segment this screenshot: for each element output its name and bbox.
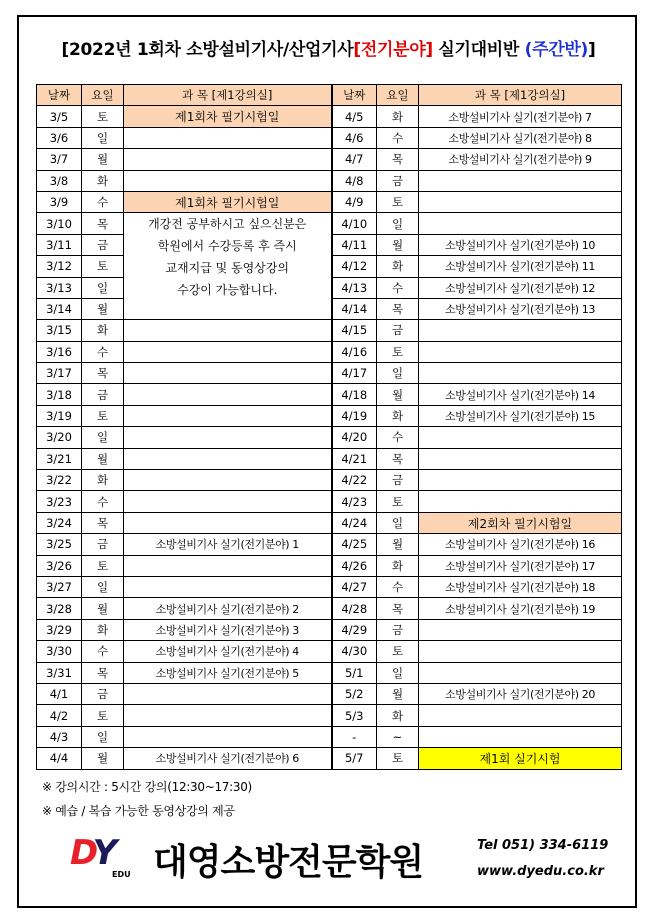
date-cell: 4/28	[332, 598, 377, 619]
date-cell: 4/3	[37, 726, 82, 747]
day-cell: 토	[82, 106, 124, 127]
date-cell: 3/18	[37, 384, 82, 405]
date-cell: 3/20	[37, 427, 82, 448]
date-cell: 3/17	[37, 363, 82, 384]
subject-cell	[124, 170, 332, 191]
header-subject: 과 목 [제1강의실]	[124, 85, 332, 106]
day-cell: 금	[377, 619, 419, 640]
day-cell: 일	[82, 726, 124, 747]
subject-cell: 소방설비기사 실기(전기분야) 11	[419, 256, 622, 277]
date-cell: 3/19	[37, 405, 82, 426]
day-cell: 토	[377, 748, 419, 769]
day-cell: 수	[82, 491, 124, 512]
date-cell: 4/13	[332, 277, 377, 298]
header-day: 요일	[377, 85, 419, 106]
table-row	[37, 470, 622, 491]
table-row	[37, 555, 622, 576]
day-cell: 금	[377, 170, 419, 191]
subject-cell	[419, 491, 622, 512]
date-cell: 3/14	[37, 298, 82, 319]
academy-name: 대영소방전문학원	[153, 842, 424, 883]
day-cell: 목	[377, 149, 419, 170]
day-cell: 월	[377, 534, 419, 555]
date-cell: 4/24	[332, 512, 377, 533]
academy-logo-sub: EDU	[112, 870, 131, 879]
date-cell: 3/10	[37, 213, 82, 234]
subject-cell: 소방설비기사 실기(전기분야) 9	[419, 149, 622, 170]
subject-cell: 소방설비기사 실기(전기분야) 4	[124, 641, 332, 662]
day-cell: 목	[82, 213, 124, 234]
day-cell: 수	[377, 576, 419, 597]
day-cell: 수	[377, 127, 419, 148]
date-cell: 4/27	[332, 576, 377, 597]
date-cell: 3/26	[37, 555, 82, 576]
table-row	[37, 748, 622, 769]
table-row	[37, 320, 622, 341]
day-cell: 수	[82, 641, 124, 662]
date-cell: 3/8	[37, 170, 82, 191]
table-row	[37, 641, 622, 662]
subject-cell: 소방설비기사 실기(전기분야) 20	[419, 683, 622, 704]
table-row	[37, 405, 622, 426]
date-cell: 4/9	[332, 191, 377, 212]
day-cell: 일	[82, 277, 124, 298]
day-cell: 토	[377, 341, 419, 362]
day-cell: 수	[377, 427, 419, 448]
table-row	[37, 491, 622, 512]
table-row	[37, 662, 622, 683]
date-cell: 4/18	[332, 384, 377, 405]
date-cell: 4/17	[332, 363, 377, 384]
day-cell: ~	[377, 726, 419, 747]
subject-cell	[419, 363, 622, 384]
date-cell: 3/31	[37, 662, 82, 683]
table-row	[37, 384, 622, 405]
day-cell: 목	[377, 298, 419, 319]
notice-line: 교재지급 및 동영상강의	[165, 261, 290, 276]
subject-cell: 소방설비기사 실기(전기분야) 5	[124, 662, 332, 683]
subject-cell: 소방설비기사 실기(전기분야) 12	[419, 277, 622, 298]
date-cell: 4/20	[332, 427, 377, 448]
subject-cell: 소방설비기사 실기(전기분야) 16	[419, 534, 622, 555]
subject-cell	[419, 470, 622, 491]
day-cell: 금	[82, 234, 124, 255]
date-cell: 3/22	[37, 470, 82, 491]
subject-cell: 소방설비기사 실기(전기분야) 8	[419, 127, 622, 148]
day-cell: 화	[377, 405, 419, 426]
subject-cell	[419, 662, 622, 683]
notice-cell	[124, 213, 332, 320]
subject-cell: 소방설비기사 실기(전기분야) 10	[419, 234, 622, 255]
subject-cell: 소방설비기사 실기(전기분야) 15	[419, 405, 622, 426]
day-cell: 금	[377, 320, 419, 341]
subject-cell	[419, 320, 622, 341]
subject-cell	[124, 726, 332, 747]
date-cell: 4/14	[332, 298, 377, 319]
day-cell: 일	[82, 576, 124, 597]
day-cell: 금	[82, 534, 124, 555]
table-row	[37, 598, 622, 619]
page-title: [2022년 1회차 소방설비기사/산업기사[전기분야] 실기대비반 (주간반)]	[61, 40, 596, 60]
date-cell: 4/23	[332, 491, 377, 512]
date-cell: 4/16	[332, 341, 377, 362]
day-cell: 월	[82, 149, 124, 170]
date-cell: 4/22	[332, 470, 377, 491]
day-cell: 화	[82, 320, 124, 341]
date-cell: 3/29	[37, 619, 82, 640]
table-row	[37, 448, 622, 469]
table-row	[37, 170, 622, 191]
table-row	[37, 683, 622, 704]
date-cell: 5/2	[332, 683, 377, 704]
subject-cell: 소방설비기사 실기(전기분야) 13	[419, 298, 622, 319]
table-row	[37, 191, 622, 212]
subject-cell	[124, 363, 332, 384]
day-cell: 목	[82, 662, 124, 683]
subject-cell: 소방설비기사 실기(전기분야) 1	[124, 534, 332, 555]
subject-cell: 소방설비기사 실기(전기분야) 7	[419, 106, 622, 127]
day-cell: 월	[377, 234, 419, 255]
table-header-row	[37, 85, 622, 106]
day-cell: 일	[377, 363, 419, 384]
subject-cell	[419, 641, 622, 662]
subject-cell	[124, 705, 332, 726]
notice-line: 수강이 가능합니다.	[177, 283, 278, 298]
date-cell: 3/7	[37, 149, 82, 170]
day-cell: 목	[82, 512, 124, 533]
day-cell: 수	[82, 191, 124, 212]
subject-cell: 제2회차 필기시험일	[419, 512, 622, 533]
day-cell: 수	[377, 277, 419, 298]
date-cell: 3/9	[37, 191, 82, 212]
date-cell: 5/1	[332, 662, 377, 683]
video-lecture-note: ※ 예습 / 복습 가능한 동영상강의 제공	[42, 804, 235, 818]
day-cell: 목	[377, 448, 419, 469]
subject-cell: 소방설비기사 실기(전기분야) 17	[419, 555, 622, 576]
date-cell: 3/12	[37, 256, 82, 277]
day-cell: 토	[82, 705, 124, 726]
date-cell: 4/10	[332, 213, 377, 234]
notice-line: 개강전 공부하시고 싶으신분은	[148, 217, 307, 232]
date-cell: 5/7	[332, 748, 377, 769]
day-cell: 토	[377, 641, 419, 662]
date-cell: 3/27	[37, 576, 82, 597]
table-row	[37, 106, 622, 127]
notice-line: 학원에서 수강등록 후 즉시	[157, 239, 297, 254]
subject-cell	[124, 555, 332, 576]
day-cell: 월	[377, 384, 419, 405]
table-row	[37, 363, 622, 384]
date-cell: 4/19	[332, 405, 377, 426]
date-cell: 4/12	[332, 256, 377, 277]
subject-cell	[124, 384, 332, 405]
date-cell: 4/29	[332, 619, 377, 640]
subject-cell: 소방설비기사 실기(전기분야) 2	[124, 598, 332, 619]
subject-cell	[124, 341, 332, 362]
day-cell: 월	[82, 748, 124, 769]
date-cell: 4/1	[37, 683, 82, 704]
day-cell: 화	[82, 470, 124, 491]
date-cell: 3/11	[37, 234, 82, 255]
subject-cell	[124, 491, 332, 512]
date-cell: 4/8	[332, 170, 377, 191]
date-cell: 3/23	[37, 491, 82, 512]
subject-cell: 제1회차 필기시험일	[124, 106, 332, 127]
date-cell: 3/15	[37, 320, 82, 341]
table-row	[37, 726, 622, 747]
academy-website: www.dyedu.co.kr	[477, 864, 604, 879]
subject-cell: 제1회차 필기시험일	[124, 191, 332, 212]
schedule-table	[36, 84, 622, 770]
date-cell: 5/3	[332, 705, 377, 726]
subject-cell	[124, 448, 332, 469]
day-cell: 화	[377, 705, 419, 726]
subject-cell	[124, 512, 332, 533]
date-cell: 4/6	[332, 127, 377, 148]
day-cell: 월	[82, 598, 124, 619]
day-cell: 금	[82, 384, 124, 405]
day-cell: 화	[377, 555, 419, 576]
day-cell: 수	[82, 341, 124, 362]
subject-cell: 소방설비기사 실기(전기분야) 3	[124, 619, 332, 640]
date-cell: 4/21	[332, 448, 377, 469]
header-date: 날짜	[37, 85, 82, 106]
subject-cell: 소방설비기사 실기(전기분야) 6	[124, 748, 332, 769]
table-row	[37, 427, 622, 448]
subject-cell	[419, 705, 622, 726]
header-subject: 과 목 [제1강의실]	[419, 85, 622, 106]
subject-cell	[419, 170, 622, 191]
table-row	[37, 341, 622, 362]
table-row	[37, 213, 622, 234]
day-cell: 일	[377, 213, 419, 234]
academy-phone: Tel 051) 334-6119	[477, 838, 609, 853]
date-cell: 3/13	[37, 277, 82, 298]
date-cell: 4/4	[37, 748, 82, 769]
subject-cell	[419, 726, 622, 747]
date-cell: 4/11	[332, 234, 377, 255]
header-date: 날짜	[332, 85, 377, 106]
subject-cell	[124, 405, 332, 426]
subject-cell: 소방설비기사 실기(전기분야) 14	[419, 384, 622, 405]
date-cell: 3/21	[37, 448, 82, 469]
header-day: 요일	[82, 85, 124, 106]
subject-cell	[419, 448, 622, 469]
day-cell: 목	[82, 363, 124, 384]
subject-cell: 소방설비기사 실기(전기분야) 18	[419, 576, 622, 597]
subject-cell	[419, 619, 622, 640]
day-cell: 화	[82, 170, 124, 191]
table-row	[37, 534, 622, 555]
subject-cell	[124, 576, 332, 597]
date-cell: 3/6	[37, 127, 82, 148]
day-cell: 금	[82, 683, 124, 704]
academy-logo: DY	[70, 833, 115, 873]
day-cell: 목	[377, 598, 419, 619]
table-row	[37, 576, 622, 597]
day-cell: 월	[82, 448, 124, 469]
day-cell: 토	[82, 405, 124, 426]
date-cell: 3/30	[37, 641, 82, 662]
day-cell: 일	[377, 512, 419, 533]
date-cell: 4/26	[332, 555, 377, 576]
date-cell: 3/24	[37, 512, 82, 533]
subject-cell	[124, 149, 332, 170]
subject-cell	[124, 683, 332, 704]
date-cell: 3/25	[37, 534, 82, 555]
subject-cell	[419, 213, 622, 234]
day-cell: 일	[82, 427, 124, 448]
table-row	[37, 705, 622, 726]
day-cell: 일	[82, 127, 124, 148]
date-cell: 4/2	[37, 705, 82, 726]
day-cell: 화	[377, 256, 419, 277]
subject-cell	[124, 127, 332, 148]
table-row	[37, 149, 622, 170]
day-cell: 월	[82, 298, 124, 319]
date-cell: 3/5	[37, 106, 82, 127]
day-cell: 일	[377, 662, 419, 683]
subject-cell	[419, 427, 622, 448]
subject-cell: 소방설비기사 실기(전기분야) 19	[419, 598, 622, 619]
table-row	[37, 619, 622, 640]
subject-cell	[124, 470, 332, 491]
day-cell: 월	[377, 683, 419, 704]
day-cell: 화	[82, 619, 124, 640]
day-cell: 화	[377, 106, 419, 127]
day-cell: 토	[377, 491, 419, 512]
date-cell: 4/7	[332, 149, 377, 170]
day-cell: 금	[377, 470, 419, 491]
table-row	[37, 127, 622, 148]
subject-cell: 제1회 실기시험	[419, 748, 622, 769]
day-cell: 토	[377, 191, 419, 212]
date-cell: 4/15	[332, 320, 377, 341]
subject-cell	[124, 427, 332, 448]
date-cell: 4/25	[332, 534, 377, 555]
subject-cell	[419, 191, 622, 212]
day-cell: 토	[82, 256, 124, 277]
date-cell: 4/30	[332, 641, 377, 662]
date-cell: 4/5	[332, 106, 377, 127]
lecture-time-note: ※ 강의시간 : 5시간 강의(12:30~17:30)	[42, 780, 252, 794]
day-cell: 토	[82, 555, 124, 576]
table-row	[37, 512, 622, 533]
date-cell: 3/28	[37, 598, 82, 619]
subject-cell	[124, 320, 332, 341]
date-cell: -	[332, 726, 377, 747]
subject-cell	[419, 341, 622, 362]
date-cell: 3/16	[37, 341, 82, 362]
